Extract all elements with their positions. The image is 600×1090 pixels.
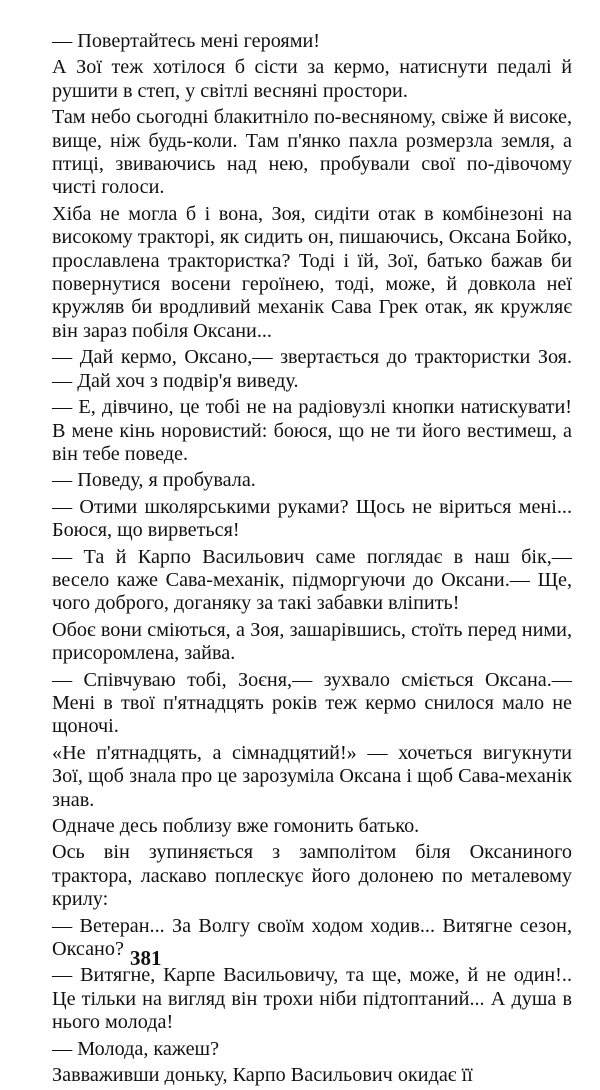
paragraph: — Е, дівчино, це тобі не на радіовузлі кнопки натискувати! В мене кінь норовистий: боюся, що не ти його вестимеш, а він тебе поведе.: [52, 396, 572, 465]
paragraph: Ось він зупиняється з замполітом біля Оксаниного трактора, ласкаво поплескує його долонею по металевому крилу:: [52, 841, 572, 911]
paragraph: Обоє вони сміються, а Зоя, зашарівшись, стоїть перед ними, присоромлена, зайва.: [52, 618, 572, 665]
paragraph: — Повертайтесь мені героями!: [52, 30, 320, 52]
paragraph: — Отими школярськими руками? Щось не віриться мені... Боюся, що вирветься!: [52, 495, 572, 542]
paragraph: «Не п'ятнадцять, а сімнадцятий!» — хочеться вигукнути Зої, щоб знала про це зарозуміла Оксана і щоб Сава-механік знав.: [52, 741, 572, 811]
paragraph: — Та й Карпо Васильович саме поглядає в наш бік,— весело каже Сава-механік, підморгуючи до Оксани.— Ще, чого доброго, доганяку за такі забавки вліпить!: [52, 545, 572, 615]
paragraph: Хіба не могла б і вона, Зоя, сидіти отак в комбінезоні на високому тракторі, як сидить он, пишаючись, Оксана Бойко, прославлена трактористка? Тоді і їй, Зої, батько бажав би повернутися восени героїнею, тоді, може, й довкола неї кружляв би вродливий механік Сава Грек отак, як кружляє він зараз побіля Оксани...: [52, 202, 572, 342]
paragraph: — Дай кермо, Оксано,— звертається до трактористки Зоя.— Дай хоч з подвір'я виведу.: [52, 346, 572, 392]
paragraph: А Зої теж хотілося б сісти за кермо, натиснути педалі й рушити в степ, у світлі весняні простори.: [52, 56, 572, 102]
paragraph: — Молода, кажеш?: [52, 1037, 220, 1060]
paragraph: — Ветеран... За Волгу своїм ходом ходив... Витягне сезон, Оксано?: [52, 914, 572, 961]
paragraph: Одначе десь поблизу вже гомонить батько.: [52, 815, 420, 837]
paragraph: Там небо сьогодні блакитніло по-весняному, свіже й високе, вище, ніж будь-коли. Там п'янко пахла розмерзла земля, а птиці, звиваючись над нею, пробували свої по-дівочому чисті голоси.: [52, 106, 572, 199]
paragraph: — Співчуваю тобі, Зоєня,— зухвало сміється Оксана.— Мені в твої п'ятнадцять років теж кермо снилося мало не щоночі.: [52, 668, 572, 738]
paragraph: — Поведу, я пробувала.: [52, 469, 256, 492]
book-page: [52, 30, 572, 1090]
paragraph: — Витягне, Карпе Васильовичу, та ще, може, й не один!.. Це тільки на вигляд він трохи ніби підтоптаний... А душа в нього молода!: [52, 964, 572, 1034]
page-number: 381: [130, 946, 162, 970]
paragraph: Завваживши доньку, Карпо Васильович окидає її: [52, 1064, 473, 1087]
